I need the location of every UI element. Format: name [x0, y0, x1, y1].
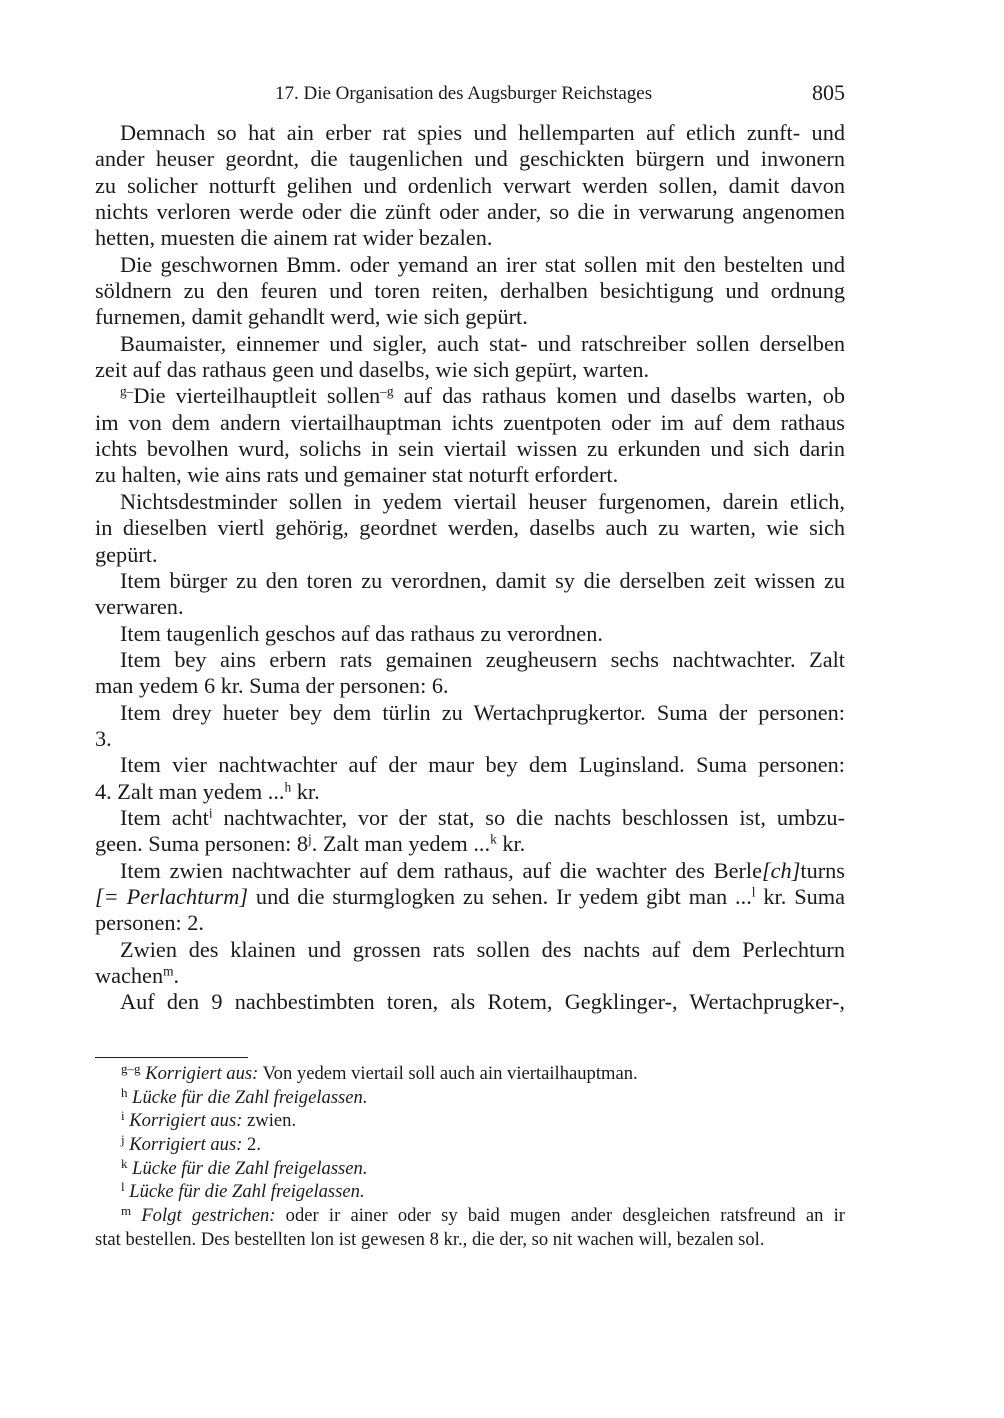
running-title: 17. Die Organisation des Augsburger Reichstages: [275, 83, 653, 104]
text-run: personen: 2.: [95, 910, 204, 936]
footnote-marker: i: [121, 1108, 125, 1124]
text-line: [95, 252, 845, 278]
text-run: im von dem andern viertailhauptman ichts zuentpoten oder im auf dem rathaus: [95, 409, 845, 435]
italic-run: Lücke für die Zahl freigelassen.: [132, 1157, 368, 1179]
text-run: furnemen, damit gehandlt werd, wie sich gepürt.: [95, 304, 528, 330]
text-run: Die geschwornen Bmm. oder yemand an irer stat sollen mit den bestelten und: [120, 251, 845, 277]
text-run: zeit auf das rathaus geen und daselbs, wie sich gepürt, warten.: [95, 357, 650, 383]
text-line: [95, 805, 845, 831]
text-run: ichts bevolhen wurd, solichs in sein viertail wissen zu erkunden und sich darin: [95, 436, 845, 462]
text-run: auf das rathaus komen und daselbs warten, ob: [393, 383, 846, 409]
text-line: [95, 647, 845, 673]
text-line: [95, 1109, 845, 1133]
footnote-reference: k: [490, 831, 497, 847]
text-run: man yedem 6 kr. Suma der personen: 6.: [95, 673, 449, 699]
footnote-reference: g–: [120, 384, 134, 400]
footnote: [95, 1109, 845, 1133]
footnote: [95, 1086, 845, 1110]
text-run: .: [173, 963, 180, 988]
text-line: [95, 726, 845, 752]
footnote: [95, 1157, 845, 1181]
paragraph: [95, 252, 845, 331]
text-run: Item drey hueter bey dem türlin zu Wertachprugkertor. Suma der personen:: [120, 699, 845, 725]
italic-run: Korrigiert aus:: [129, 1110, 243, 1132]
text-run: turns: [800, 857, 845, 883]
text-run: Auf den 9 nachbestimbten toren, als Rotem, Gegklinger-, Wertachprugker-,: [120, 989, 845, 1015]
text-line: [95, 910, 845, 936]
text-line: [95, 963, 845, 989]
footnote-marker: h: [121, 1084, 128, 1100]
text-line: [95, 752, 845, 778]
text-line: [95, 1157, 845, 1181]
text-run: Baumaister, einnemer und sigler, auch stat- und ratschreiber sollen derselben: [120, 330, 845, 356]
text-run: Nichtsdestminder sollen in yedem viertail heuser furgenomen, darein etlich,: [120, 488, 845, 514]
text-run: Zwien des klainen und grossen rats sollen des nachts auf dem Perlechturn: [120, 936, 845, 962]
text-run: ander heuser geordnt, die taugenlichen und geschickten bürgern und inwonern: [95, 146, 845, 172]
footnote-marker: l: [121, 1179, 125, 1195]
footnote: [95, 1133, 845, 1157]
text-run: 4. Zalt man yedem ...: [95, 778, 285, 804]
text-line: [95, 410, 845, 436]
footnotes: [95, 1062, 845, 1252]
text-run: Item taugenlich geschos auf das rathaus zu verordnen.: [120, 620, 603, 646]
text-run: 3.: [95, 725, 112, 751]
text-run: in dieselben viertl gehörig, geordnet werden, daselbs auch zu warten, wie sich: [95, 515, 845, 541]
footnote-marker: j: [121, 1132, 125, 1148]
text-line: [95, 436, 845, 462]
text-run: kr.: [496, 831, 526, 857]
text-line: [95, 225, 845, 251]
paragraph: [95, 383, 845, 488]
text-line: [95, 884, 845, 910]
footnote-reference: l: [751, 884, 756, 900]
paragraph: [95, 805, 845, 858]
text-run: Item bey ains erbern rats gemainen zeugheusern sechs nachtwachter. Zalt: [120, 646, 845, 672]
text-line: [95, 542, 845, 568]
text-run: gepürt.: [95, 541, 158, 567]
text-run: zu halten, wie ains rats und gemainer stat noturft erfordert.: [95, 462, 619, 488]
paragraph: [95, 120, 845, 252]
text-line: [95, 621, 845, 647]
paragraph: [95, 858, 845, 937]
text-line: [95, 779, 845, 805]
text-run: nichts verloren werde oder die zünft oder ander, so die in verwarung angenomen: [95, 199, 845, 225]
text-run: Demnach so hat ain erber rat spies und hellemparten auf etlich zunft- und: [120, 120, 845, 145]
text-line: [95, 462, 845, 488]
text-run: oder ir ainer oder sy baid mugen ander desgleichen ratsfreund an ir: [275, 1205, 845, 1227]
text-line: [95, 858, 845, 884]
text-run: nachtwachter, vor der stat, so die nachts beschlossen ist, umbzu-: [212, 804, 845, 830]
paragraph: [95, 568, 845, 621]
text-line: [95, 700, 845, 726]
text-line: [95, 146, 845, 172]
paragraph: [95, 937, 845, 990]
text-run: Item acht: [120, 804, 209, 830]
text-run: und die sturmglogken zu sehen. Ir yedem gibt man ...: [248, 883, 752, 909]
italic-run: Korrigiert aus:: [129, 1134, 243, 1156]
text-run: Die vierteilhauptleit sollen: [133, 383, 381, 409]
footnote-marker: k: [121, 1155, 128, 1171]
text-line: [95, 937, 845, 963]
footnote: [95, 1062, 845, 1086]
text-line: [95, 173, 845, 199]
text-line: [95, 1180, 845, 1204]
text-run: zu solicher notturft gelihen und ordenlich verwart werden sollen, damit davon: [95, 172, 845, 198]
text-line: [95, 1204, 845, 1228]
text-run: Item bürger zu den toren zu verordnen, damit sy die derselben zeit wissen zu: [120, 567, 845, 593]
text-line: [95, 1133, 845, 1157]
text-line: [95, 831, 845, 857]
footnote-marker: m: [121, 1203, 132, 1219]
paragraph: [95, 621, 845, 647]
paragraph: [95, 489, 845, 568]
text-line: [95, 568, 845, 594]
paragraph: [95, 647, 845, 700]
text-line: [95, 304, 845, 330]
italic-run: Folgt gestrichen:: [141, 1205, 276, 1227]
footnote-reference: i: [208, 805, 213, 821]
text-line: [95, 594, 845, 620]
page-number: 805: [812, 80, 845, 105]
footnote-marker: g–g: [121, 1061, 141, 1077]
text-line: [95, 199, 845, 225]
italic-run: Lücke für die Zahl freigelassen.: [132, 1086, 368, 1108]
italic-run: Korrigiert aus:: [145, 1063, 259, 1084]
text-run: . Zalt man yedem ...: [311, 831, 491, 857]
text-run: geen. Suma personen: 8: [95, 831, 309, 857]
text-line: [95, 1228, 845, 1252]
text-line: [95, 1062, 845, 1086]
text-line: [95, 1086, 845, 1110]
main-text: [95, 120, 845, 1016]
italic-run: [= Perlachturm]: [95, 883, 249, 909]
text-run: verwaren.: [95, 594, 184, 620]
text-run: zwien.: [242, 1110, 297, 1132]
text-line: [95, 357, 845, 383]
italic-run: Lücke für die Zahl freigelassen.: [129, 1181, 365, 1203]
footnote-divider: [95, 1057, 248, 1058]
text-run: kr.: [291, 778, 320, 804]
footnote: [95, 1204, 845, 1251]
text-line: [95, 120, 845, 146]
text-run: 2.: [242, 1134, 261, 1156]
paragraph: [95, 331, 845, 384]
text-line: [95, 989, 845, 1015]
footnote-reference: m: [163, 963, 174, 979]
text-run: kr. Suma: [755, 883, 846, 909]
paragraph: [95, 989, 845, 1015]
text-line: [95, 331, 845, 357]
footnote-reference: h: [284, 779, 292, 795]
italic-run: [ch]: [761, 857, 801, 883]
text-line: [95, 515, 845, 541]
text-line: [95, 673, 845, 699]
text-run: Item vier nachtwachter auf der maur bey dem Luginsland. Suma personen:: [120, 752, 845, 778]
text-run: söldnern zu den feuren und toren reiten, derhalben besichtigung und ordnung: [95, 278, 845, 304]
text-line: [95, 383, 845, 409]
text-run: wachen: [95, 963, 164, 988]
footnote: [95, 1180, 845, 1204]
text-run: [131, 1205, 141, 1226]
text-run: Item zwien nachtwachter auf dem rathaus, auf die wachter des Berle: [120, 857, 762, 883]
footnote-reference: –g: [380, 384, 394, 400]
paragraph: [95, 752, 845, 805]
text-run: Von yedem viertail soll auch ain viertailhauptman.: [258, 1063, 638, 1084]
text-line: [95, 489, 845, 515]
footnote-reference: j: [308, 831, 312, 847]
running-header: [95, 80, 845, 106]
paragraph: [95, 700, 845, 753]
text-run: hetten, muesten die ainem rat wider bezalen.: [95, 225, 493, 251]
text-run: stat bestellen. Des bestellten lon ist gewesen 8 kr., die der, so nit wachen will, bezalen sol.: [95, 1228, 765, 1250]
text-line: [95, 278, 845, 304]
